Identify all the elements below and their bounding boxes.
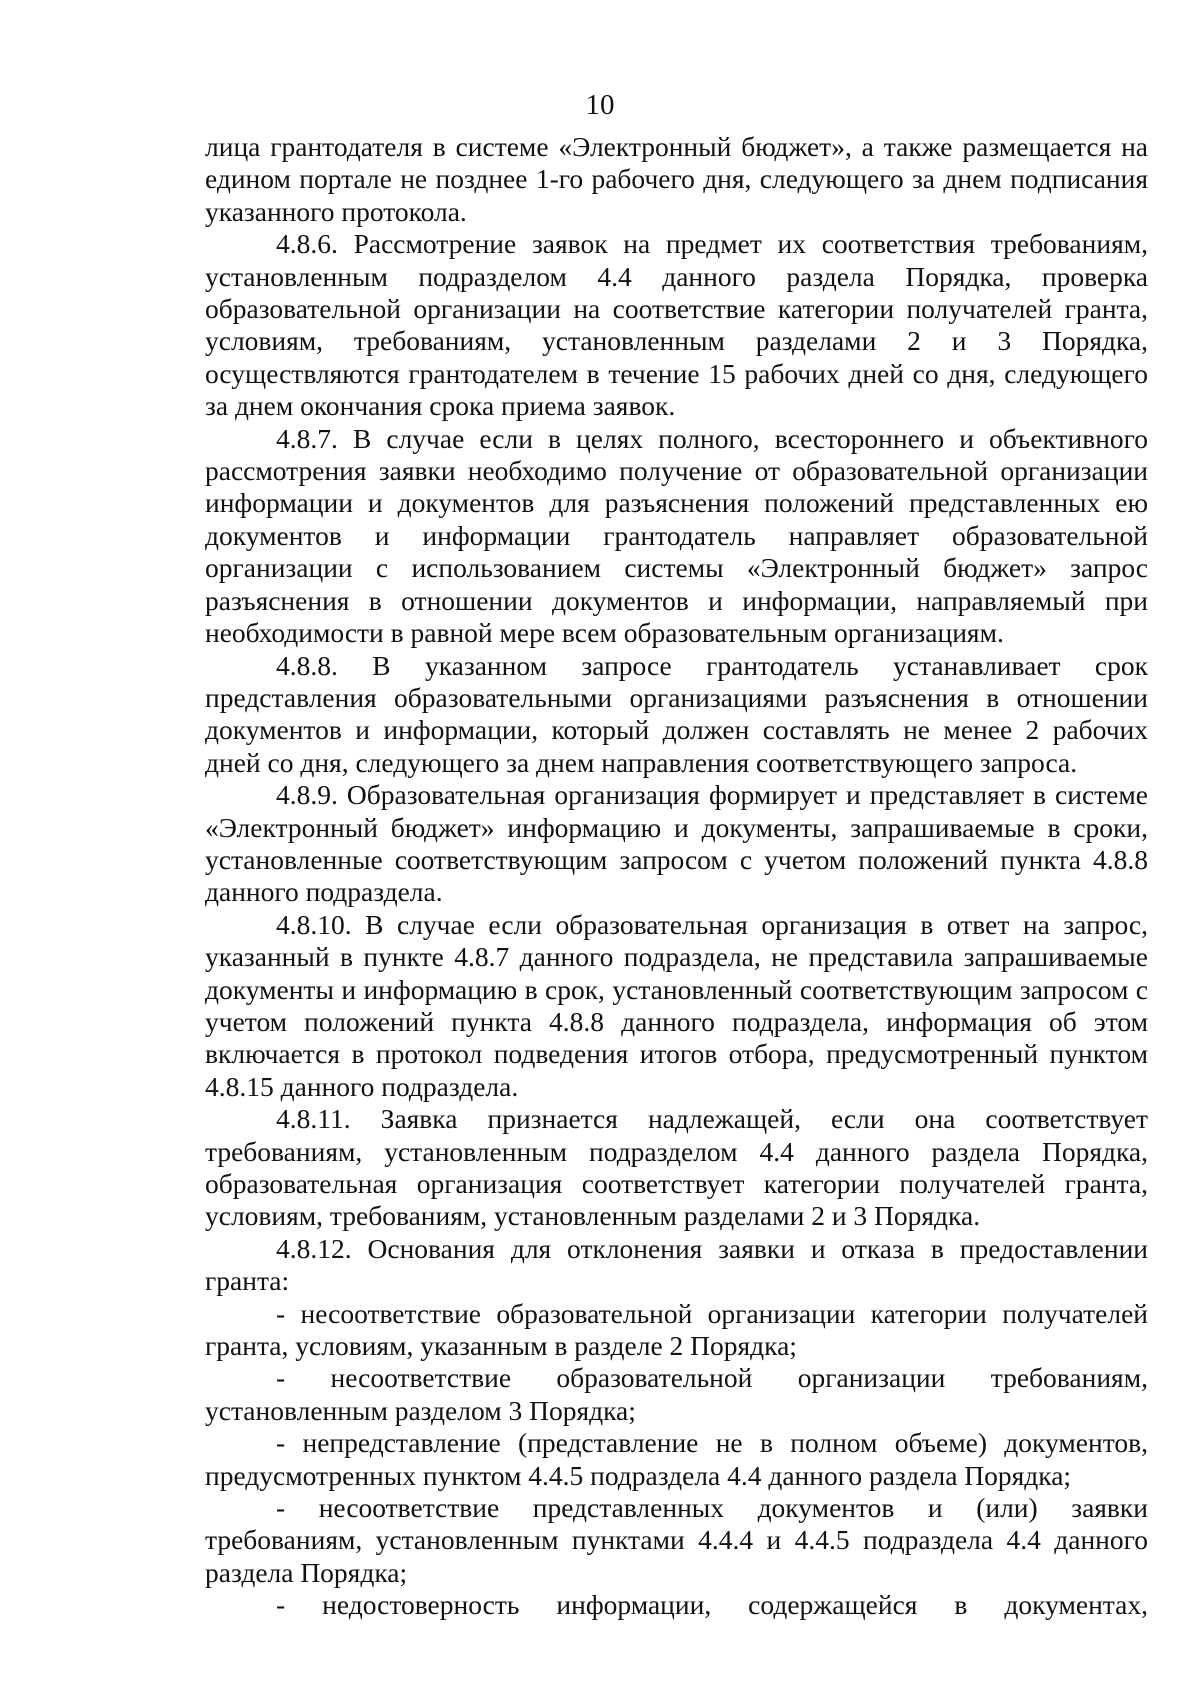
list-item-documents-nonconforming: - несоответствие представленных документов и (или) заявки требованиям, установленным пунктами 4.4.4 и 4.4.5 подраздела 4.4 данного раздела Порядка; xyxy=(205,1492,1148,1588)
paragraph-continuation: лица грантодателя в системе «Электронный бюджет», а также размещается на едином портале не позднее 1-го рабочего дня, следующего за днем подписания указанного протокола. xyxy=(205,131,1148,227)
list-item-category-mismatch: - несоответствие образовательной организации категории получателей гранта, условиям, указанным в разделе 2 Порядка; xyxy=(205,1297,1148,1362)
page-number: 10 xyxy=(585,89,615,121)
paragraph-4-8-6: 4.8.6. Рассмотрение заявок на предмет их соответствия требованиям, установленным подразделом 4.4 данного раздела Порядка, проверка образовательной организации на соответствие категории получателей гранта, условиям, требованиям, установленным разделами 2 и 3 Порядка, осуществляются грантодателем в течение 15 рабочих дней со дня, следующего за днем окончания срока приема заявок. xyxy=(205,228,1148,422)
list-item-requirements-mismatch: - несоответствие образовательной организации требованиям, установленным разделом 3 Порядка; xyxy=(205,1362,1148,1426)
document-body xyxy=(205,131,1148,1622)
list-item-unreliable-information: - недостоверность информации, содержащейся в документах, xyxy=(276,1589,1148,1621)
list-item-documents-missing: - непредставление (представление не в полном объеме) документов, предусмотренных пунктом 4.4.5 подраздела 4.4 данного раздела Порядка; xyxy=(205,1427,1148,1491)
paragraph-4-8-9: 4.8.9. Образовательная организация формирует и представляет в системе «Электронный бюджет» информацию и документы, запрашиваемые в сроки, установленные соответствующим запросом с учетом положений пункта 4.8.8 данного подраздела. xyxy=(205,779,1148,908)
paragraph-4-8-7: 4.8.7. В случае если в целях полного, всестороннего и объективного рассмотрения заявки необходимо получение от образовательной организации информации и документов для разъяснения положений представленных ею документов и информации грантодатель направляет образовательной организации с использованием системы «Электронный бюджет» запрос разъяснения в отношении документов и информации, направляемый при необходимости в равной мере всем образовательным организациям. xyxy=(205,422,1148,649)
paragraph-4-8-10: 4.8.10. В случае если образовательная организация в ответ на запрос, указанный в пункте 4.8.7 данного подраздела, не представила запрашиваемые документы и информацию в срок, установленный соответствующим запросом с учетом положений пункта 4.8.8 данного подраздела, информация об этом включается в протокол подведения итогов отбора, предусмотренный пунктом 4.8.15 данного подраздела. xyxy=(205,908,1148,1102)
paragraph-4-8-8: 4.8.8. В указанном запросе грантодатель устанавливает срок представления образовательными организациями разъяснения в отношении документов и информации, который должен составлять не менее 2 рабочих дней со дня, следующего за днем направления соответствующего запроса. xyxy=(205,649,1148,778)
paragraph-4-8-12: 4.8.12. Основания для отклонения заявки и отказа в предоставлении гранта: xyxy=(205,1232,1148,1297)
paragraph-4-8-11: 4.8.11. Заявка признается надлежащей, если она соответствует требованиям, установленным подразделом 4.4 данного раздела Порядка, образовательная организация соответствует категории получателей гранта, условиям, требованиям, установленным разделами 2 и 3 Порядка. xyxy=(205,1103,1148,1232)
